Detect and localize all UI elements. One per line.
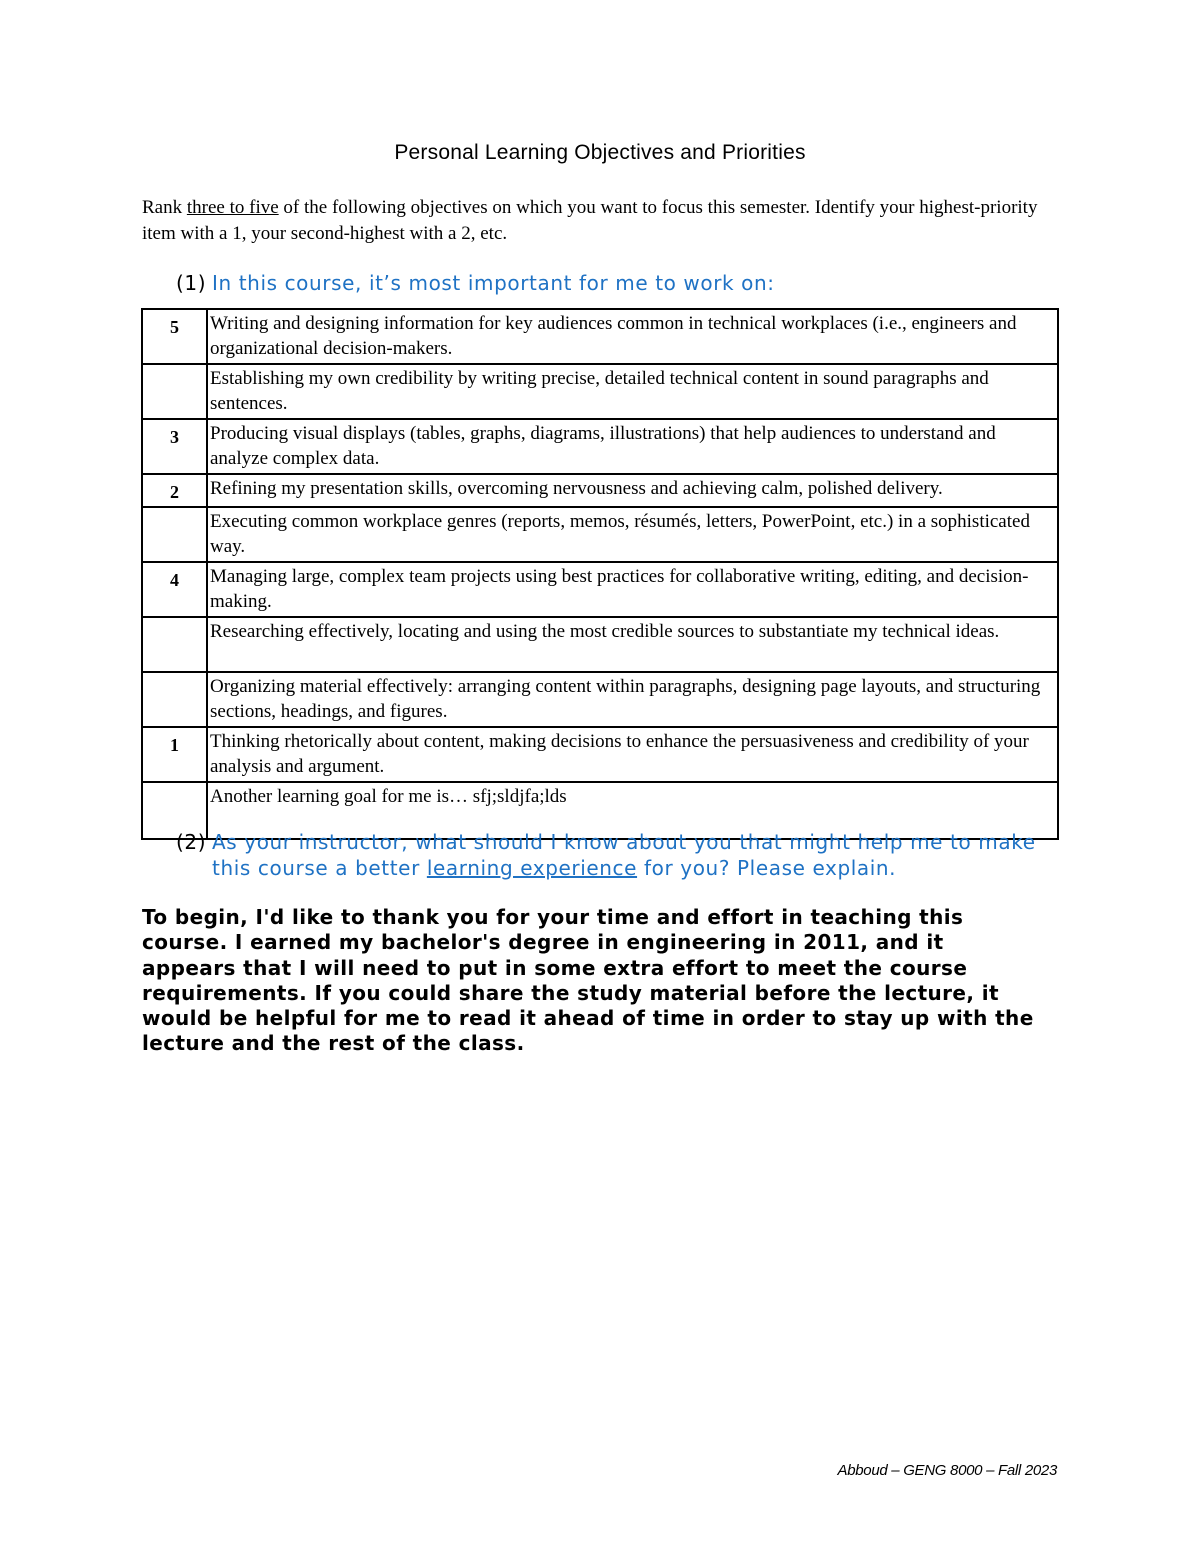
question-1-number: (1) [176,271,207,295]
page-title: Personal Learning Objectives and Priorities [394,141,806,164]
answer-text[interactable]: To begin, I'd like to thank you for your time and effort in teaching this course. I earned my bachelor's degree in engineering in 2011, and it appears that I will need to put in some extra effort to meet the course requirements. If you could share the study material before the lecture, it would be helpful for me to read it ahead of time in order to stay up with the lecture and the rest of the class. [142,905,1034,1056]
question-2-text [176,830,1066,881]
objective-cell: Establishing my own credibility by writing precise, detailed technical content in sound paragraphs and sentences. [207,364,1058,419]
table-row [142,309,1058,364]
rank-cell[interactable] [142,672,207,727]
table-row [142,562,1058,617]
objective-cell: Executing common workplace genres (reports, memos, résumés, letters, PowerPoint, etc.) in a sophisticated way. [207,507,1058,562]
question-1-heading [176,271,1056,297]
objective-cell[interactable]: Another learning goal for me is… sfj;sldjfa;lds [207,782,1058,839]
table-row [142,364,1058,419]
question-2-number: (2) [176,830,207,854]
table-row [142,474,1058,507]
objectives-table [141,308,1059,840]
instructions [142,195,1062,247]
instructions-before: Rank [142,197,187,218]
rank-cell[interactable]: 2 [142,474,207,507]
objective-cell: Writing and designing information for key audiences common in technical workplaces (i.e., engineers and organizational decision-makers. [207,309,1058,364]
table-row [142,617,1058,672]
rank-cell[interactable] [142,617,207,672]
objective-cell: Thinking rhetorically about content, making decisions to enhance the persuasiveness and credibility of your analysis and argument. [207,727,1058,782]
rank-cell[interactable]: 3 [142,419,207,474]
rank-cell[interactable]: 1 [142,727,207,782]
instructions-after: of the following objectives on which you want to focus this semester. Identify your highest-priority item with a 1, your second-highest with a 2, etc. [142,197,1038,244]
objective-cell: Researching effectively, locating and using the most credible sources to substantiate my technical ideas. [207,617,1058,672]
table-row [142,507,1058,562]
rank-cell[interactable] [142,507,207,562]
table-row [142,672,1058,727]
page-footer: Abboud – GENG 8000 – Fall 2023 [837,1462,1057,1479]
question-2-underlined: learning experience [426,855,638,880]
rank-cell[interactable] [142,364,207,419]
question-1-text: In this course, it’s most important for me to work on: [212,271,775,295]
question-2-heading [176,830,1066,881]
objective-cell: Producing visual displays (tables, graphs, diagrams, illustrations) that help audiences to understand and analyze complex data. [207,419,1058,474]
objective-cell: Refining my presentation skills, overcoming nervousness and achieving calm, polished delivery. [207,474,1058,507]
table-row [142,419,1058,474]
objective-cell: Organizing material effectively: arranging content within paragraphs, designing page layouts, and structuring sections, headings, and figures. [207,672,1058,727]
table-row [142,727,1058,782]
rank-cell[interactable]: 4 [142,562,207,617]
objective-cell: Managing large, complex team projects using best practices for collaborative writing, editing, and decision-making. [207,562,1058,617]
instructions-underlined: three to five [186,197,279,218]
question-2-before: As your instructor, what should I know about you that might help me to make this course a better [212,830,1036,880]
rank-cell[interactable]: 5 [142,309,207,364]
question-2-after: for you? Please explain. [637,855,897,880]
